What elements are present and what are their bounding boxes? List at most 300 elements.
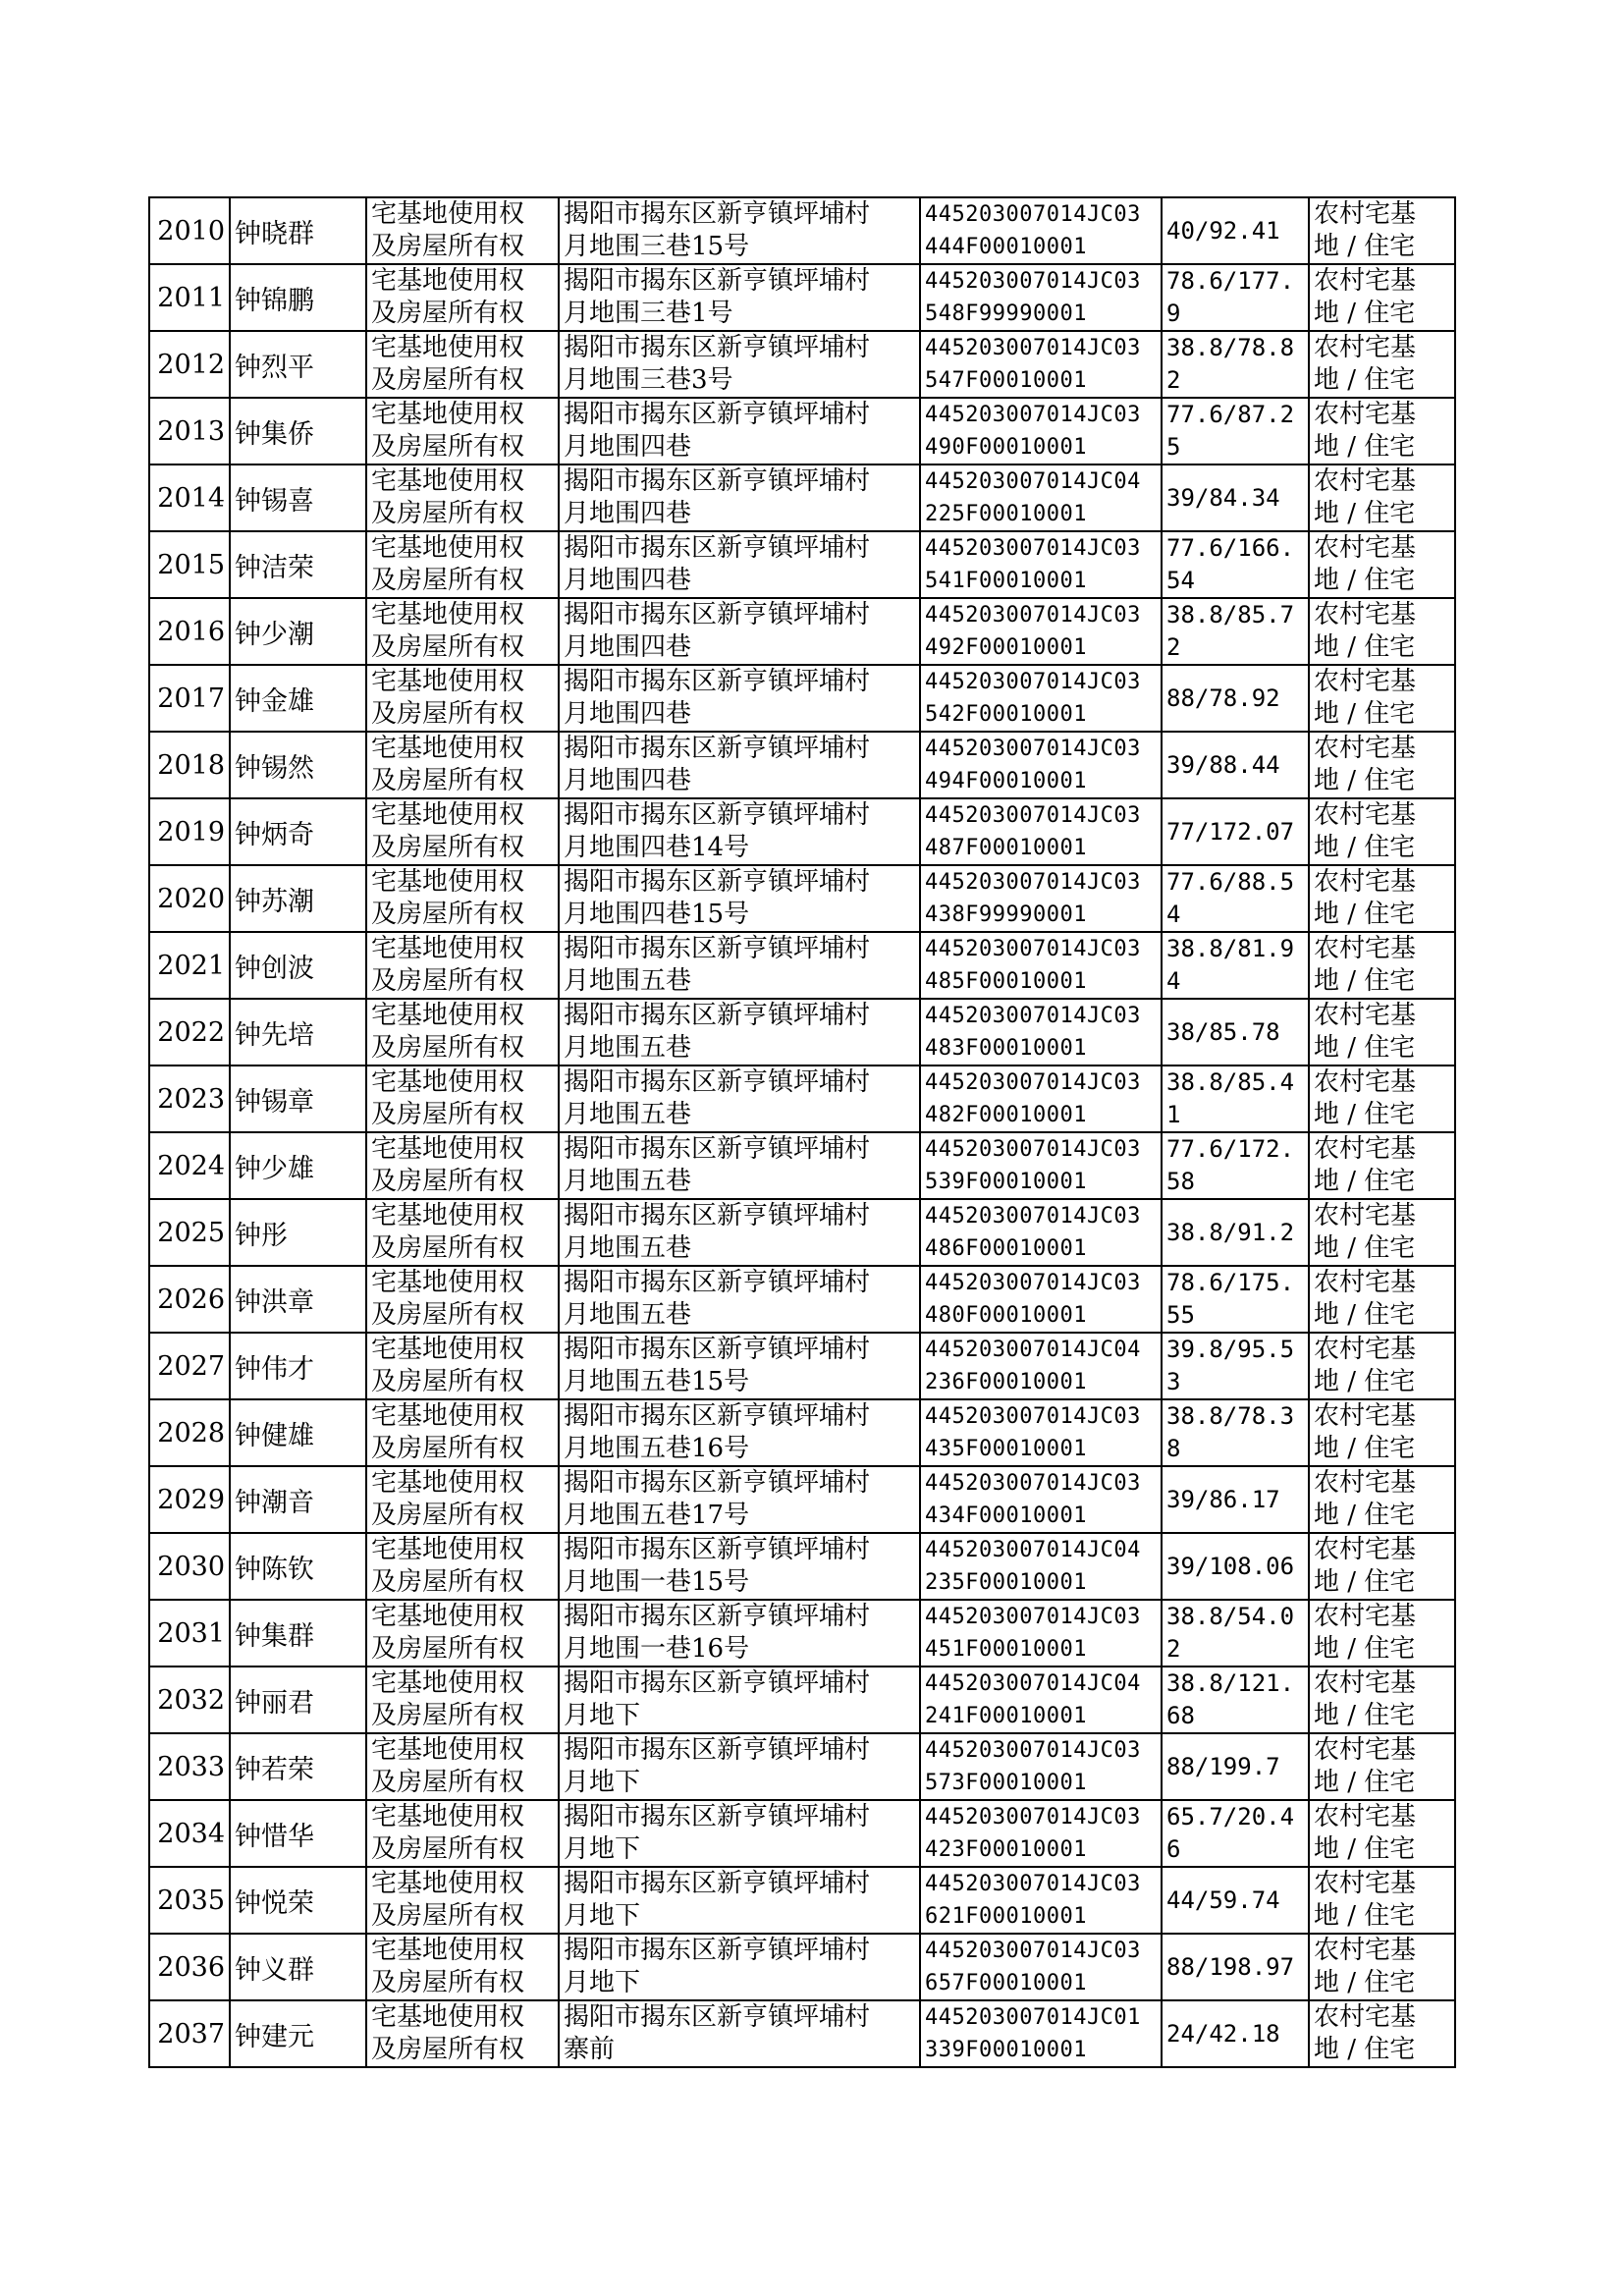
land-use-cell xyxy=(1309,598,1455,665)
right-type-cell-line: 宅基地使用权 xyxy=(371,466,525,496)
land-use-cell-line: 农村宅基 xyxy=(1314,1936,1417,1965)
table-row xyxy=(149,197,1455,264)
right-type-cell-line: 及房屋所有权 xyxy=(371,2035,525,2064)
area-cell: 39/84.34 xyxy=(1162,464,1309,531)
address-cell xyxy=(559,2000,920,2067)
land-use-cell-line: 农村宅基 xyxy=(1314,1535,1417,1564)
land-use-cell-line: 地 / 住宅 xyxy=(1314,1100,1416,1129)
row-number-cell: 2012 xyxy=(149,331,230,398)
land-use-cell xyxy=(1309,398,1455,464)
table-row xyxy=(149,798,1455,865)
parcel-code-cell xyxy=(920,932,1162,999)
address-cell-line: 月地围四巷 xyxy=(564,566,692,595)
area-cell: 88/78.92 xyxy=(1162,665,1309,732)
right-type-cell-line: 宅基地使用权 xyxy=(371,1335,525,1364)
table-row xyxy=(149,1199,1455,1266)
parcel-code-cell-line: 657F00010001 xyxy=(925,1971,1087,1995)
parcel-code-cell xyxy=(920,1199,1162,1266)
right-type-cell-line: 及房屋所有权 xyxy=(371,1634,525,1664)
right-type-cell xyxy=(366,398,559,464)
land-use-cell xyxy=(1309,1466,1455,1533)
address-cell xyxy=(559,531,920,598)
row-number-cell: 2015 xyxy=(149,531,230,598)
table-row xyxy=(149,1399,1455,1466)
land-use-cell-line: 地 / 住宅 xyxy=(1314,2035,1416,2064)
parcel-code-cell-line: 494F00010001 xyxy=(925,769,1087,793)
land-use-cell-line: 农村宅基 xyxy=(1314,1401,1417,1431)
land-use-cell-line: 地 / 住宅 xyxy=(1314,966,1416,996)
parcel-code-cell-line: 541F00010001 xyxy=(925,569,1087,593)
address-cell-line: 揭阳市揭东区新亨镇坪埔村 xyxy=(564,1869,871,1898)
land-use-cell xyxy=(1309,531,1455,598)
table-row xyxy=(149,732,1455,798)
right-type-cell-line: 宅基地使用权 xyxy=(371,1802,525,1831)
address-cell-line: 揭阳市揭东区新亨镇坪埔村 xyxy=(564,1735,871,1765)
parcel-code-cell-line: 573F00010001 xyxy=(925,1771,1087,1795)
land-use-cell-line: 农村宅基 xyxy=(1314,867,1417,897)
land-use-cell xyxy=(1309,665,1455,732)
address-cell xyxy=(559,1066,920,1132)
address-cell xyxy=(559,999,920,1066)
right-type-cell-line: 及房屋所有权 xyxy=(371,1367,525,1396)
address-cell-line: 月地围四巷 xyxy=(564,632,692,662)
parcel-code-cell xyxy=(920,1533,1162,1600)
land-use-cell-line: 农村宅基 xyxy=(1314,1001,1417,1030)
address-cell-line: 揭阳市揭东区新亨镇坪埔村 xyxy=(564,1668,871,1698)
land-use-cell-line: 农村宅基 xyxy=(1314,466,1417,496)
address-cell-line: 月地围三巷1号 xyxy=(564,299,733,328)
address-cell-line: 月地围四巷14号 xyxy=(564,833,750,862)
right-type-cell-line: 宅基地使用权 xyxy=(371,1735,525,1765)
right-type-cell-line: 及房屋所有权 xyxy=(371,1501,525,1530)
address-cell-line: 月地围三巷3号 xyxy=(564,365,733,395)
parcel-code-cell-line: 539F00010001 xyxy=(925,1170,1087,1194)
address-cell-line: 月地围一巷16号 xyxy=(564,1634,750,1664)
land-use-cell-line: 农村宅基 xyxy=(1314,1735,1417,1765)
parcel-code-cell-line: 445203007014JC04 xyxy=(925,469,1141,494)
area-cell: 88/199.7 xyxy=(1162,1733,1309,1800)
right-type-cell xyxy=(366,1199,559,1266)
table-row xyxy=(149,999,1455,1066)
table-row xyxy=(149,264,1455,331)
parcel-code-cell-line: 445203007014JC03 xyxy=(925,1738,1141,1763)
parcel-code-cell xyxy=(920,798,1162,865)
parcel-code-cell-line: 490F00010001 xyxy=(925,435,1087,460)
area-cell: 77.6/87.25 xyxy=(1162,398,1309,464)
row-number-cell: 2030 xyxy=(149,1533,230,1600)
parcel-code-cell xyxy=(920,1466,1162,1533)
parcel-code-cell xyxy=(920,1600,1162,1667)
owner-name-cell: 钟建元 xyxy=(230,2000,366,2067)
parcel-code-cell xyxy=(920,1066,1162,1132)
address-cell xyxy=(559,1533,920,1600)
owner-name-cell: 钟锡然 xyxy=(230,732,366,798)
right-type-cell-line: 宅基地使用权 xyxy=(371,266,525,296)
address-cell-line: 揭阳市揭东区新亨镇坪埔村 xyxy=(564,1001,871,1030)
right-type-cell-line: 宅基地使用权 xyxy=(371,1535,525,1564)
address-cell-line: 月地围五巷 xyxy=(564,1300,692,1330)
address-cell-line: 月地围五巷 xyxy=(564,1167,692,1196)
right-type-cell xyxy=(366,264,559,331)
row-number-cell: 2024 xyxy=(149,1132,230,1199)
land-use-cell-line: 农村宅基 xyxy=(1314,333,1417,362)
parcel-code-cell xyxy=(920,865,1162,932)
land-use-cell xyxy=(1309,1066,1455,1132)
row-number-cell: 2021 xyxy=(149,932,230,999)
land-use-cell-line: 地 / 住宅 xyxy=(1314,1300,1416,1330)
right-type-cell-line: 及房屋所有权 xyxy=(371,966,525,996)
address-cell-line: 揭阳市揭东区新亨镇坪埔村 xyxy=(564,400,871,429)
owner-name-cell: 钟烈平 xyxy=(230,331,366,398)
land-use-cell-line: 地 / 住宅 xyxy=(1314,699,1416,729)
right-type-cell xyxy=(366,1333,559,1399)
parcel-code-cell-line: 445203007014JC03 xyxy=(925,1070,1141,1095)
land-use-cell-line: 农村宅基 xyxy=(1314,1802,1417,1831)
right-type-cell-line: 及房屋所有权 xyxy=(371,1901,525,1931)
parcel-code-cell-line: 445203007014JC03 xyxy=(925,1872,1141,1896)
address-cell xyxy=(559,865,920,932)
parcel-code-cell-line: 434F00010001 xyxy=(925,1503,1087,1528)
land-use-cell-line: 地 / 住宅 xyxy=(1314,900,1416,929)
row-number-cell: 2035 xyxy=(149,1867,230,1934)
right-type-cell-line: 宅基地使用权 xyxy=(371,333,525,362)
row-number-cell: 2010 xyxy=(149,197,230,264)
land-use-cell-line: 农村宅基 xyxy=(1314,199,1417,229)
right-type-cell-line: 宅基地使用权 xyxy=(371,1201,525,1230)
table-row xyxy=(149,1333,1455,1399)
row-number-cell: 2017 xyxy=(149,665,230,732)
parcel-code-cell-line: 547F00010001 xyxy=(925,368,1087,393)
right-type-cell xyxy=(366,1266,559,1333)
right-type-cell-line: 及房屋所有权 xyxy=(371,1434,525,1463)
parcel-code-cell-line: 445203007014JC03 xyxy=(925,937,1141,961)
right-type-cell-line: 宅基地使用权 xyxy=(371,934,525,963)
parcel-code-cell-line: 423F00010001 xyxy=(925,1837,1087,1862)
area-cell: 38.8/91.2 xyxy=(1162,1199,1309,1266)
row-number-cell: 2029 xyxy=(149,1466,230,1533)
right-type-cell-line: 宅基地使用权 xyxy=(371,2002,525,2032)
land-use-cell-line: 地 / 住宅 xyxy=(1314,766,1416,795)
parcel-code-cell-line: 445203007014JC03 xyxy=(925,269,1141,294)
row-number-cell: 2016 xyxy=(149,598,230,665)
address-cell-line: 揭阳市揭东区新亨镇坪埔村 xyxy=(564,600,871,629)
address-cell xyxy=(559,732,920,798)
address-cell-line: 揭阳市揭东区新亨镇坪埔村 xyxy=(564,533,871,563)
right-type-cell xyxy=(366,1600,559,1667)
table-row xyxy=(149,398,1455,464)
area-cell: 38.8/81.94 xyxy=(1162,932,1309,999)
address-cell-line: 月地围三巷15号 xyxy=(564,232,750,261)
land-use-cell xyxy=(1309,865,1455,932)
address-cell xyxy=(559,932,920,999)
address-cell-line: 月地围五巷17号 xyxy=(564,1501,750,1530)
land-use-cell xyxy=(1309,1667,1455,1733)
table-row xyxy=(149,1867,1455,1934)
parcel-code-cell-line: 241F00010001 xyxy=(925,1704,1087,1728)
address-cell xyxy=(559,464,920,531)
land-use-cell xyxy=(1309,932,1455,999)
land-use-cell-line: 地 / 住宅 xyxy=(1314,365,1416,395)
right-type-cell-line: 宅基地使用权 xyxy=(371,867,525,897)
right-type-cell xyxy=(366,1132,559,1199)
right-type-cell xyxy=(366,865,559,932)
right-type-cell-line: 宅基地使用权 xyxy=(371,1134,525,1164)
table-row xyxy=(149,598,1455,665)
land-use-cell-line: 地 / 住宅 xyxy=(1314,1834,1416,1864)
right-type-cell xyxy=(366,1667,559,1733)
land-use-cell-line: 地 / 住宅 xyxy=(1314,632,1416,662)
area-cell: 38.8/78.38 xyxy=(1162,1399,1309,1466)
owner-name-cell: 钟集侨 xyxy=(230,398,366,464)
owner-name-cell: 钟健雄 xyxy=(230,1399,366,1466)
address-cell-line: 揭阳市揭东区新亨镇坪埔村 xyxy=(564,199,871,229)
land-use-cell-line: 农村宅基 xyxy=(1314,1668,1417,1698)
right-type-cell-line: 宅基地使用权 xyxy=(371,734,525,763)
parcel-code-cell-line: 548F99990001 xyxy=(925,301,1087,326)
land-use-cell-line: 地 / 住宅 xyxy=(1314,1567,1416,1597)
address-cell-line: 揭阳市揭东区新亨镇坪埔村 xyxy=(564,1335,871,1364)
row-number-cell: 2033 xyxy=(149,1733,230,1800)
right-type-cell xyxy=(366,932,559,999)
land-use-cell-line: 农村宅基 xyxy=(1314,800,1417,830)
land-use-cell-line: 农村宅基 xyxy=(1314,1268,1417,1297)
address-cell-line: 月地围五巷15号 xyxy=(564,1367,750,1396)
address-cell-line: 月地下 xyxy=(564,1768,641,1797)
right-type-cell-line: 及房屋所有权 xyxy=(371,499,525,528)
right-type-cell-line: 宅基地使用权 xyxy=(371,1268,525,1297)
area-cell: 39/86.17 xyxy=(1162,1466,1309,1533)
area-cell: 44/59.74 xyxy=(1162,1867,1309,1934)
row-number-cell: 2018 xyxy=(149,732,230,798)
land-use-cell xyxy=(1309,464,1455,531)
right-type-cell xyxy=(366,464,559,531)
parcel-code-cell-line: 445203007014JC03 xyxy=(925,403,1141,427)
address-cell xyxy=(559,1934,920,2000)
right-type-cell-line: 及房屋所有权 xyxy=(371,365,525,395)
address-cell-line: 揭阳市揭东区新亨镇坪埔村 xyxy=(564,667,871,696)
row-number-cell: 2014 xyxy=(149,464,230,531)
right-type-cell xyxy=(366,1867,559,1934)
right-type-cell-line: 宅基地使用权 xyxy=(371,1468,525,1498)
right-type-cell-line: 及房屋所有权 xyxy=(371,1033,525,1063)
parcel-code-cell xyxy=(920,1399,1162,1466)
right-type-cell-line: 及房屋所有权 xyxy=(371,1233,525,1263)
land-use-cell xyxy=(1309,1733,1455,1800)
parcel-code-cell-line: 444F00010001 xyxy=(925,235,1087,259)
right-type-cell-line: 及房屋所有权 xyxy=(371,766,525,795)
parcel-code-cell-line: 445203007014JC03 xyxy=(925,1471,1141,1496)
right-type-cell-line: 及房屋所有权 xyxy=(371,1167,525,1196)
parcel-code-cell-line: 445203007014JC03 xyxy=(925,1939,1141,1963)
land-use-cell-line: 农村宅基 xyxy=(1314,2002,1417,2032)
property-rights-table xyxy=(148,196,1456,2068)
row-number-cell: 2028 xyxy=(149,1399,230,1466)
table-row xyxy=(149,932,1455,999)
address-cell-line: 揭阳市揭东区新亨镇坪埔村 xyxy=(564,333,871,362)
land-use-cell-line: 地 / 住宅 xyxy=(1314,232,1416,261)
owner-name-cell: 钟惜华 xyxy=(230,1800,366,1867)
right-type-cell xyxy=(366,1466,559,1533)
parcel-code-cell xyxy=(920,1266,1162,1333)
land-use-cell-line: 农村宅基 xyxy=(1314,1602,1417,1631)
land-use-cell-line: 农村宅基 xyxy=(1314,1134,1417,1164)
table-row xyxy=(149,2000,1455,2067)
parcel-code-cell-line: 483F00010001 xyxy=(925,1036,1087,1061)
land-use-cell-line: 地 / 住宅 xyxy=(1314,1501,1416,1530)
table-row xyxy=(149,1733,1455,1800)
address-cell-line: 揭阳市揭东区新亨镇坪埔村 xyxy=(564,1401,871,1431)
owner-name-cell: 钟锡喜 xyxy=(230,464,366,531)
address-cell-line: 月地下 xyxy=(564,1701,641,1730)
area-cell: 39.8/95.53 xyxy=(1162,1333,1309,1399)
parcel-code-cell-line: 542F00010001 xyxy=(925,702,1087,727)
parcel-code-cell xyxy=(920,1867,1162,1934)
parcel-code-cell-line: 445203007014JC03 xyxy=(925,536,1141,561)
table-row xyxy=(149,1934,1455,2000)
land-use-cell-line: 地 / 住宅 xyxy=(1314,1033,1416,1063)
land-use-cell-line: 农村宅基 xyxy=(1314,1869,1417,1898)
owner-name-cell: 钟金雄 xyxy=(230,665,366,732)
parcel-code-cell xyxy=(920,1934,1162,2000)
land-use-cell xyxy=(1309,732,1455,798)
land-use-cell-line: 地 / 住宅 xyxy=(1314,1768,1416,1797)
row-number-cell: 2036 xyxy=(149,1934,230,2000)
right-type-cell xyxy=(366,1066,559,1132)
address-cell xyxy=(559,1867,920,1934)
parcel-code-cell xyxy=(920,1132,1162,1199)
owner-name-cell: 钟炳奇 xyxy=(230,798,366,865)
address-cell-line: 揭阳市揭东区新亨镇坪埔村 xyxy=(564,1602,871,1631)
right-type-cell-line: 及房屋所有权 xyxy=(371,632,525,662)
right-type-cell-line: 宅基地使用权 xyxy=(371,1001,525,1030)
land-use-cell-line: 农村宅基 xyxy=(1314,1201,1417,1230)
address-cell-line: 揭阳市揭东区新亨镇坪埔村 xyxy=(564,466,871,496)
owner-name-cell: 钟锦鹏 xyxy=(230,264,366,331)
address-cell xyxy=(559,1466,920,1533)
owner-name-cell: 钟晓群 xyxy=(230,197,366,264)
land-use-cell xyxy=(1309,264,1455,331)
right-type-cell xyxy=(366,331,559,398)
area-cell: 38.8/85.41 xyxy=(1162,1066,1309,1132)
parcel-code-cell-line: 485F00010001 xyxy=(925,969,1087,994)
address-cell-line: 月地围四巷 xyxy=(564,499,692,528)
right-type-cell-line: 宅基地使用权 xyxy=(371,600,525,629)
parcel-code-cell-line: 445203007014JC03 xyxy=(925,1805,1141,1830)
land-use-cell-line: 地 / 住宅 xyxy=(1314,1968,1416,1997)
land-use-cell-line: 农村宅基 xyxy=(1314,400,1417,429)
right-type-cell xyxy=(366,1399,559,1466)
address-cell-line: 月地围五巷 xyxy=(564,1033,692,1063)
right-type-cell-line: 宅基地使用权 xyxy=(371,533,525,563)
address-cell-line: 揭阳市揭东区新亨镇坪埔村 xyxy=(564,2002,871,2032)
parcel-code-cell-line: 451F00010001 xyxy=(925,1637,1087,1662)
land-use-cell xyxy=(1309,798,1455,865)
right-type-cell-line: 宅基地使用权 xyxy=(371,1869,525,1898)
parcel-code-cell-line: 445203007014JC04 xyxy=(925,1538,1141,1562)
address-cell-line: 揭阳市揭东区新亨镇坪埔村 xyxy=(564,867,871,897)
address-cell-line: 揭阳市揭东区新亨镇坪埔村 xyxy=(564,1468,871,1498)
address-cell-line: 月地下 xyxy=(564,1968,641,1997)
parcel-code-cell xyxy=(920,732,1162,798)
right-type-cell-line: 及房屋所有权 xyxy=(371,833,525,862)
area-cell: 65.7/20.46 xyxy=(1162,1800,1309,1867)
address-cell xyxy=(559,1399,920,1466)
row-number-cell: 2020 xyxy=(149,865,230,932)
land-use-cell-line: 农村宅基 xyxy=(1314,934,1417,963)
owner-name-cell: 钟锡章 xyxy=(230,1066,366,1132)
parcel-code-cell-line: 445203007014JC03 xyxy=(925,803,1141,828)
right-type-cell xyxy=(366,2000,559,2067)
row-number-cell: 2032 xyxy=(149,1667,230,1733)
area-cell: 77.6/166.54 xyxy=(1162,531,1309,598)
land-use-cell-line: 农村宅基 xyxy=(1314,1067,1417,1097)
land-use-cell-line: 农村宅基 xyxy=(1314,667,1417,696)
row-number-cell: 2013 xyxy=(149,398,230,464)
right-type-cell-line: 及房屋所有权 xyxy=(371,432,525,462)
right-type-cell-line: 及房屋所有权 xyxy=(371,299,525,328)
parcel-code-cell-line: 445203007014JC03 xyxy=(925,336,1141,360)
address-cell-line: 月地围五巷 xyxy=(564,1100,692,1129)
parcel-code-cell-line: 445203007014JC03 xyxy=(925,870,1141,895)
table-row xyxy=(149,1066,1455,1132)
right-type-cell-line: 及房屋所有权 xyxy=(371,900,525,929)
owner-name-cell: 钟丽君 xyxy=(230,1667,366,1733)
row-number-cell: 2026 xyxy=(149,1266,230,1333)
land-use-cell xyxy=(1309,999,1455,1066)
parcel-code-cell-line: 487F00010001 xyxy=(925,836,1087,860)
address-cell-line: 月地围四巷 xyxy=(564,432,692,462)
address-cell-line: 月地围四巷 xyxy=(564,699,692,729)
parcel-code-cell-line: 621F00010001 xyxy=(925,1904,1087,1929)
area-cell: 38.8/121.68 xyxy=(1162,1667,1309,1733)
row-number-cell: 2011 xyxy=(149,264,230,331)
parcel-code-cell xyxy=(920,1800,1162,1867)
right-type-cell-line: 及房屋所有权 xyxy=(371,232,525,261)
row-number-cell: 2031 xyxy=(149,1600,230,1667)
right-type-cell xyxy=(366,1733,559,1800)
parcel-code-cell xyxy=(920,531,1162,598)
row-number-cell: 2023 xyxy=(149,1066,230,1132)
address-cell-line: 揭阳市揭东区新亨镇坪埔村 xyxy=(564,1802,871,1831)
right-type-cell-line: 及房屋所有权 xyxy=(371,1300,525,1330)
owner-name-cell: 钟潮音 xyxy=(230,1466,366,1533)
table-body xyxy=(149,197,1455,2067)
land-use-cell-line: 地 / 住宅 xyxy=(1314,1901,1416,1931)
area-cell: 77.6/172.58 xyxy=(1162,1132,1309,1199)
owner-name-cell: 钟先培 xyxy=(230,999,366,1066)
land-use-cell-line: 农村宅基 xyxy=(1314,734,1417,763)
table-row xyxy=(149,1266,1455,1333)
right-type-cell-line: 宅基地使用权 xyxy=(371,800,525,830)
area-cell: 38.8/85.72 xyxy=(1162,598,1309,665)
right-type-cell xyxy=(366,665,559,732)
address-cell-line: 揭阳市揭东区新亨镇坪埔村 xyxy=(564,734,871,763)
land-use-cell-line: 地 / 住宅 xyxy=(1314,1434,1416,1463)
area-cell: 38/85.78 xyxy=(1162,999,1309,1066)
right-type-cell-line: 宅基地使用权 xyxy=(371,1401,525,1431)
land-use-cell xyxy=(1309,1199,1455,1266)
address-cell xyxy=(559,1667,920,1733)
right-type-cell-line: 及房屋所有权 xyxy=(371,1567,525,1597)
table-row xyxy=(149,1667,1455,1733)
table-row xyxy=(149,1533,1455,1600)
address-cell-line: 月地围五巷 xyxy=(564,966,692,996)
parcel-code-cell-line: 445203007014JC03 xyxy=(925,1605,1141,1629)
right-type-cell xyxy=(366,598,559,665)
area-cell: 77.6/88.54 xyxy=(1162,865,1309,932)
address-cell-line: 揭阳市揭东区新亨镇坪埔村 xyxy=(564,1067,871,1097)
owner-name-cell: 钟苏潮 xyxy=(230,865,366,932)
